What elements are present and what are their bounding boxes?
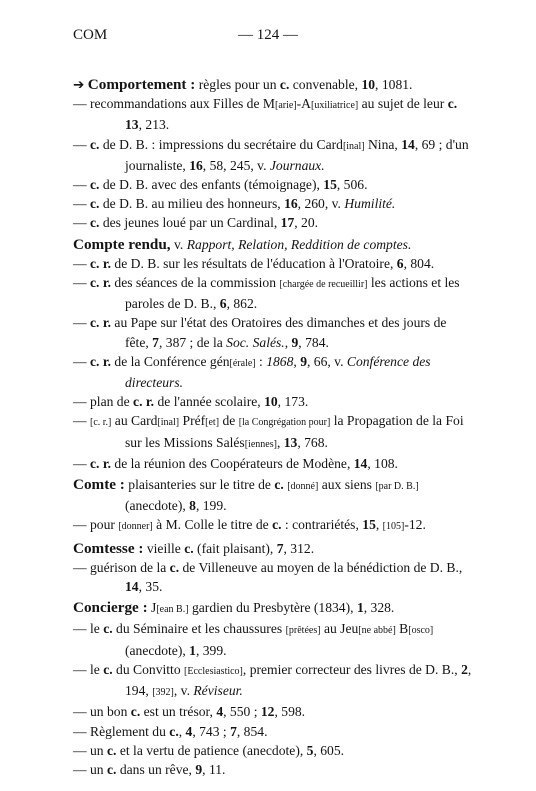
index-sub-entry [73,741,473,760]
entry-text: vieille c. (fait plaisant), 7, 312. [143,540,315,556]
entry-dash: — [73,517,90,533]
entry-dash: — [73,559,90,575]
entry-text: un c. dans un rêve, 9, 11. [90,761,226,777]
entry-text: c. r. de la réunion des Coopérateurs de Modène, 14, 108. [90,455,398,471]
entry-headword: Compte rendu, [73,235,171,253]
entry-text: c. de D. B. au milieu des honneurs, 16, 260, v. Humilité. [90,196,396,212]
index-sub-entry [73,273,473,313]
index-sub-entry [73,352,473,392]
index-sub-entry [73,175,473,194]
index-sub-entry [73,722,473,741]
entry-headword: Comportement : [87,76,196,93]
entry-dash: — [73,215,90,231]
entry-dash: — [73,723,90,739]
index-main-entry [73,75,473,94]
index-sub-entry [73,392,473,411]
entry-dash: — [73,761,90,777]
index-sub-entry [73,313,473,351]
entry-text: pour [donner] à M. Colle le titre de c. : contrariétés, 15, [105]-12. [90,517,426,533]
entry-text: c. r. de la Conférence gén[érale] : 1868, 9, 66, v. Conférence des directeurs. [90,353,431,391]
entry-dash: — [73,661,90,677]
entry-dash: — [73,455,90,471]
index-sub-entry [73,660,473,702]
entry-text: J[ean B.] gardien du Presbytère (1834), 1, 328. [147,600,395,616]
entry-dash: — [73,96,90,112]
index-main-entry [73,235,473,254]
index-sub-entry [73,213,473,232]
index-sub-entry [73,411,473,453]
index-sub-entry [73,254,473,273]
entry-text: le c. du Convitto [Ecclesiastico], premier correcteur des livres de D. B., 2, 194, [392], v. Réviseur. [90,661,472,699]
entry-text: le c. du Séminaire et les chaussures [prêtées] au Jeu[ne abbé] B[osco] (anecdote), 1, 399. [90,621,434,658]
running-header [73,27,463,47]
index-main-entry [73,598,473,619]
entry-text: Règlement du c., 4, 743 ; 7, 854. [90,723,268,739]
entry-text: un bon c. est un trésor, 4, 550 ; 12, 598. [90,704,306,720]
entry-text: c. de D. B. avec des enfants (témoignage), 15, 506. [90,177,368,193]
entry-dash: — [73,255,90,271]
page-number: — 124 — [238,27,298,43]
entry-dash: — [73,353,90,369]
entry-text: recommandations aux Filles de M[arie]-A[uxiliatrice] au sujet de leur c. 13, 213. [90,96,458,133]
index-sub-entry [73,194,473,213]
entry-dash: — [73,136,90,152]
entry-headword: Comtesse : [73,539,144,557]
entry-text: [c. r.] au Card[inal] Préf[et] de [la Congrégation pour] la Propagation de la Foi sur les Missions Salés[iennes], 13, 768. [90,413,464,450]
entry-text: c. r. de D. B. sur les résultats de l'éducation à l'Oratoire, 6, 804. [90,255,435,271]
entry-text: un c. et la vertu de patience (anecdote), 5, 605. [90,742,345,758]
entry-text: c. r. au Pape sur l'état des Oratoires des dimanches et des jours de fête, 7, 387 ; de la Soc. Salés., 9, 784. [90,315,447,350]
entry-dash: — [73,704,90,720]
index-sub-entry [73,135,473,175]
entry-text: v. Rapport, Relation, Reddition de comptes. [170,236,412,252]
entry-dash: — [73,315,90,331]
entry-text: c. des jeunes loué par un Cardinal, 17, 20. [90,215,319,231]
entry-text: règles pour un c. convenable, 10, 1081. [195,77,413,92]
index-sub-entry [73,760,473,779]
entry-dash: — [73,413,90,429]
index-sub-entry [73,454,473,473]
entry-headword: Comte : [73,476,125,494]
index-main-entry [73,475,473,515]
index-sub-entry [73,558,473,596]
index-main-entry [73,539,473,558]
index-sub-entry [73,702,473,721]
entry-dash: — [73,275,90,291]
entry-text: guérison de la c. de Villeneuve au moyen de la bénédiction de D. B., 14, 35. [90,559,463,595]
section-label: COM [73,27,108,43]
index-entries [73,73,473,779]
entry-dash: — [73,196,90,212]
index-sub-entry [73,619,473,659]
entry-text: c. r. des séances de la commission [chargée de recueillir] les actions et les paroles de D. B., 6, 862. [90,275,460,312]
entry-dash: — [73,394,90,410]
entry-dash: — [73,177,90,193]
entry-text: c. de D. B. : impressions du secrétaire du Card[inal] Nina, 14, 69 ; d'un journaliste, 16, 58, 245, v. Journaux. [90,136,469,173]
entry-dash: — [73,742,90,758]
entry-text: plaisanteries sur le titre de c. [donné] aux siens [par D. B.] (anecdote), 8, 199. [124,477,419,514]
index-sub-entry [73,515,473,536]
entry-dash: — [73,621,90,637]
entry-text: plan de c. r. de l'année scolaire, 10, 173. [90,394,309,410]
arrow-icon: ➔ [73,77,88,92]
index-sub-entry [73,94,473,134]
entry-headword: Concierge : [73,599,148,617]
